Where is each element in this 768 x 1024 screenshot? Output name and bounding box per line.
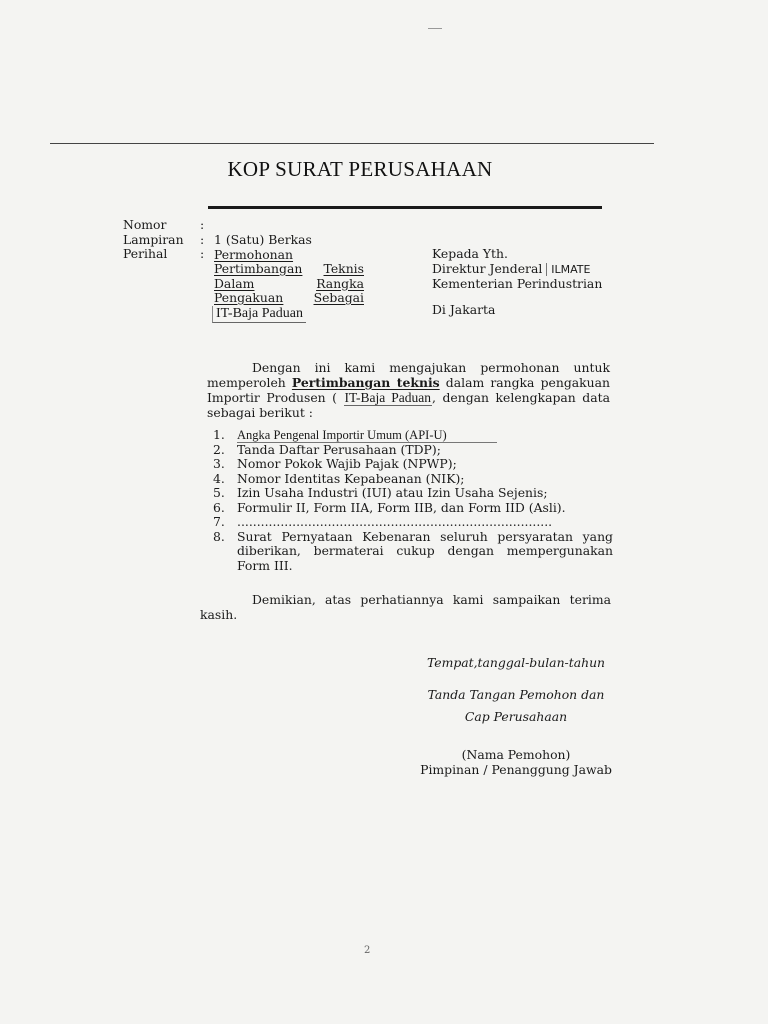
list-number: 1. [213, 427, 225, 442]
addressee-ministry: Kementerian Perindustrian [432, 275, 603, 291]
perihal-line-4 [214, 291, 364, 306]
meta-labels [123, 218, 184, 262]
colon-lampiran: : [200, 231, 205, 247]
place-date: Tempat,tanggal-bulan-tahun [426, 655, 606, 670]
list-item [213, 428, 613, 443]
list-text: Izin Usaha Industri (IUI) atau Izin Usaha Sejenis; [237, 485, 548, 500]
label-lampiran: Lampiran [123, 231, 184, 247]
list-text: ................................................................................ [237, 515, 553, 529]
addressee-directorate: ILMATE [546, 263, 590, 276]
closing-paragraph [200, 592, 611, 622]
list-number: 4. [213, 470, 225, 486]
colon-nomor: : [200, 217, 205, 232]
requirements-list [213, 428, 613, 573]
api-u-field: Angka Pengenal Importir Umum (API-U) [237, 428, 497, 443]
list-text: Surat Pernyataan Kebenaran seluruh persyaratan yang diberikan, bermaterai cukup dengan mempergunakan Form III. [237, 528, 613, 573]
lampiran-value: 1 (Satu) Berkas [214, 232, 312, 247]
list-item [213, 457, 613, 472]
paragraph-start: Dengan ini kami mengajukan permohonan untuk memperoleh [207, 360, 610, 390]
perihal-word: Sebagai [313, 290, 364, 305]
meta-colons [200, 218, 204, 262]
perihal-word: Pertimbangan [214, 261, 303, 276]
label-nomor: Nomor [123, 217, 167, 232]
paragraph-end: , dengan kelengkapan data sebagai berikut : [207, 390, 610, 420]
list-number: 5. [213, 485, 225, 500]
letterhead-rule [208, 206, 602, 209]
label-perihal: Perihal [123, 246, 168, 261]
addressee-title-text: Direktur Jenderal [432, 260, 543, 276]
signer-name: (Nama Pemohon) [461, 747, 571, 762]
list-item [213, 530, 613, 574]
perihal-word: Rangka [316, 275, 364, 291]
list-item [213, 443, 613, 458]
perihal-line-2 [214, 262, 364, 277]
colon-perihal: : [200, 246, 205, 261]
list-text: Formulir II, Form IIA, Form IIB, dan Form IID (Asli). [237, 499, 566, 515]
list-item [213, 472, 613, 487]
list-number: 7. [213, 514, 225, 529]
list-number: 6. [213, 499, 225, 515]
addressee-greeting: Kepada Yth. [432, 246, 508, 261]
perihal-word: Pengakuan [214, 290, 284, 305]
list-item [213, 515, 613, 530]
page-number: 2 [364, 945, 371, 956]
perihal-line-3 [214, 277, 364, 292]
paragraph-middle: dalam rangka pengakuan Importir Produsen ( [207, 375, 610, 405]
list-item [213, 501, 613, 516]
body-paragraph [207, 360, 610, 420]
perihal-product-field: IT-Baja Paduan [212, 306, 306, 323]
meta-values [214, 233, 364, 306]
paragraph-product: IT-Baja Paduan [344, 390, 431, 405]
top-divider [50, 143, 654, 144]
signer-position: Pimpinan / Penanggung Jawab [420, 762, 612, 777]
list-text: Nomor Identitas Kepabeanan (NIK); [237, 470, 465, 486]
perihal-word: Teknis [323, 261, 364, 276]
closing-text: Demikian, atas perhatiannya kami sampaikan terima kasih. [200, 592, 611, 622]
signature-line-2: Cap Perusahaan [464, 709, 568, 724]
list-text [237, 428, 613, 443]
paragraph-emphasis: Pertimbangan teknis [291, 375, 440, 390]
perihal-line-1: Permohonan [214, 246, 294, 262]
list-number: 8. [213, 528, 225, 544]
scan-mark [428, 28, 442, 29]
list-text: Nomor Pokok Wajib Pajak (NPWP); [237, 456, 457, 471]
letterhead-title: KOP SURAT PERUSAHAAN [227, 157, 493, 181]
perihal-word: Dalam [214, 275, 255, 291]
list-item [213, 486, 613, 501]
addressee-title [432, 262, 602, 277]
signature-line-1: Tanda Tangan Pemohon dan [427, 687, 605, 702]
addressee-city: Di Jakarta [432, 302, 496, 317]
list-number: 3. [213, 456, 225, 471]
list-number: 2. [213, 441, 225, 457]
list-text: Tanda Daftar Perusahaan (TDP); [237, 441, 441, 457]
addressee-block [432, 247, 602, 291]
